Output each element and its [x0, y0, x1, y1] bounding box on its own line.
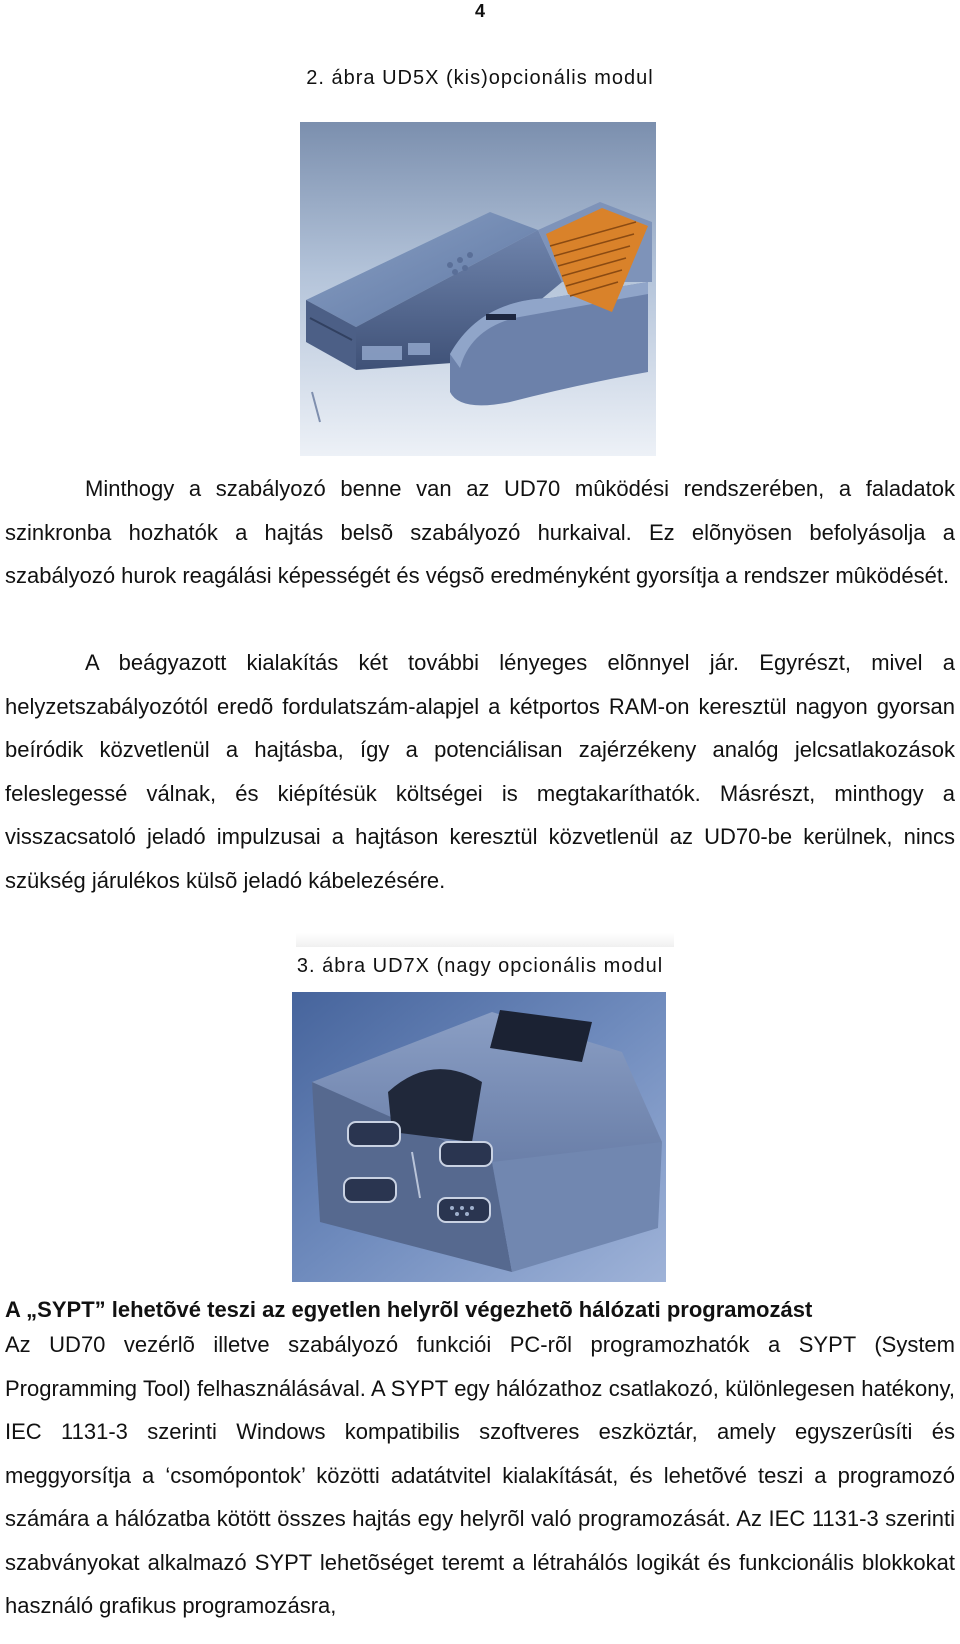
paragraph-1: Minthogy a szabályozó benne van az UD70 mûködési rendszerében, a faladatok szinkronba hozhatók a hajtás belsõ szabályozó hurkaival. Ez elõnyösen befolyásolja a szabályozó hurok reagálási képességét és végsõ eredményként gyorsítja a rendszer mûködését. [5, 476, 955, 588]
figure-2-photo-ud5x-module [300, 122, 656, 456]
section-heading: A „SYPT” lehetõvé teszi az egyetlen helyrõl végezhetõ hálózati programozást [5, 1297, 813, 1322]
figure-2-caption: 2. ábra UD5X (kis)opcionális modul [306, 67, 654, 89]
figure-3-photo-ud7x-module [292, 992, 666, 1282]
page-number: 4 [474, 1, 485, 21]
section-body: Az UD70 vezérlõ illetve szabályozó funkciói PC-rõl programozhatók a SYPT (System Programming Tool) felhasználásával. A SYPT egy hálózathoz csatlakozó, különlegesen hatékony, IEC 1131-3 szerinti Windows kompatibilis szoftveres eszköztár, amely egyszerûsíti és meggyorsítja a ‘csomópontok’ közötti adatátvitel kialakítását, és lehetõvé teszi a programozó számára a hálózatba kötött összes hajtás egy helyrõl való programozását. Az IEC 1131-3 szerinti szabványokat alkalmazó SYPT lehetõséget teremt a létrahálós logikát és funkcionális blokkokat használó grafikus programozásra, [5, 1332, 955, 1618]
figure-3-caption: 3. ábra UD7X (nagy opcionális modul [296, 955, 664, 977]
caption-shading [296, 933, 674, 947]
paragraph-2: A beágyazott kialakítás két további lényeges elõnnyel jár. Egyrészt, mivel a helyzetszabályozótól eredõ fordulatszám-alapjel a kétportos RAM-on keresztül nagyon gyorsan beíródik közvetlenül a hajtásba, így a potenciálisan zajérzékeny analóg jelcsatlakozások feleslegessé válnak, és kiépítésük költségei is megtakaríthatók. Másrészt, minthogy a visszacsatoló jeladó impulzusai a hajtáson keresztül közvetlenül az UD70-be kerülnek, nincs szükség járulékos külsõ jeladó kábelezésére. [5, 650, 955, 893]
